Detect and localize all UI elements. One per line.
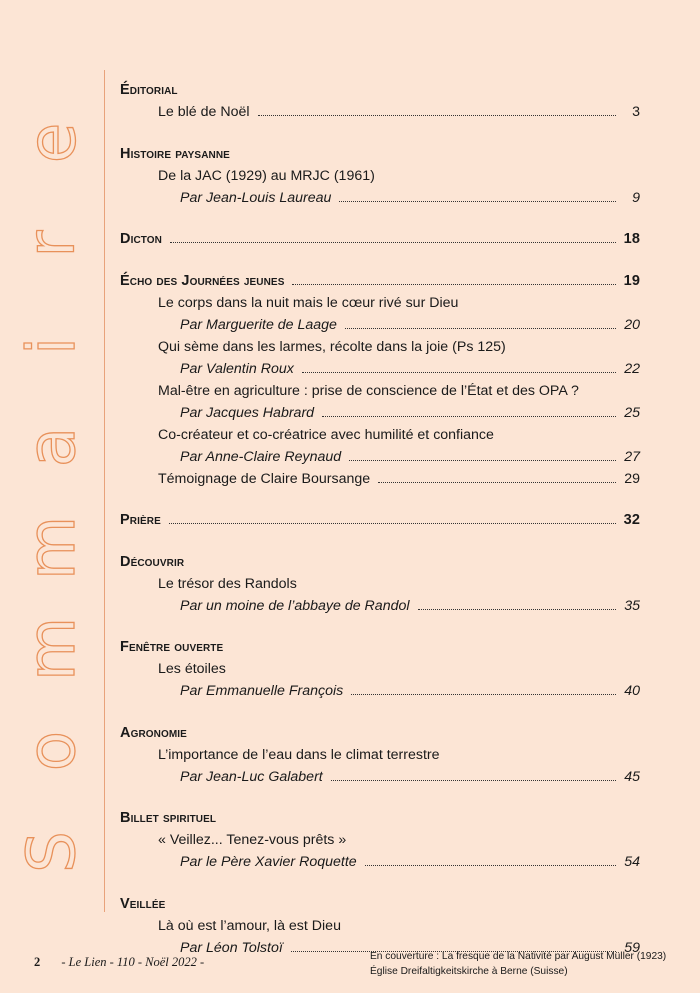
page-ref: 22 <box>624 360 640 377</box>
table-of-contents <box>120 79 640 978</box>
toc-author-row[interactable] <box>120 358 640 380</box>
toc-entry-row[interactable] <box>120 380 640 402</box>
toc-section <box>120 551 640 617</box>
section-heading-title: Dicton <box>120 231 162 247</box>
toc-entry-title: Mal-être en agriculture : prise de conscience de l’État et des OPA ? <box>158 382 579 399</box>
toc-section <box>120 722 640 788</box>
toc-entry-title: Témoignage de Claire Boursange <box>158 470 371 487</box>
toc-entry-row[interactable] <box>120 424 640 446</box>
page-ref: 19 <box>623 272 640 289</box>
page-ref: 40 <box>624 683 640 699</box>
page-ref: 3 <box>632 104 640 120</box>
dot-leader <box>418 609 616 610</box>
toc-entry-row[interactable] <box>120 573 640 595</box>
toc-entry-row[interactable] <box>120 915 640 937</box>
section-heading-row[interactable] <box>120 509 640 531</box>
toc-entry-title: Le corps dans la nuit mais le cœur rivé sur Dieu <box>158 294 459 311</box>
toc-author-row[interactable] <box>120 680 640 702</box>
toc-entry-title: Co-créateur et co-créatrice avec humilité et confiance <box>158 426 494 443</box>
section-heading-title: Découvrir <box>120 553 185 570</box>
toc-entry-title: Là où est l’amour, là est Dieu <box>158 917 341 934</box>
section-heading-title: Histoire paysanne <box>120 145 230 162</box>
toc-author-row[interactable] <box>120 314 640 336</box>
toc-entry-title: De la JAC (1929) au MRJC (1961) <box>158 167 375 184</box>
side-title-letter: o <box>12 730 90 771</box>
toc-author-title: Par Valentin Roux <box>180 360 294 377</box>
page-ref: 35 <box>624 597 640 614</box>
section-heading-row[interactable] <box>120 79 640 101</box>
dot-leader <box>322 416 616 417</box>
toc-author-row[interactable] <box>120 851 640 873</box>
page-number: 2 <box>34 955 41 969</box>
toc-section <box>120 228 640 250</box>
cover-credit <box>370 949 666 979</box>
toc-entry-title: « Veillez... Tenez-vous prêts » <box>158 832 347 848</box>
toc-author-title: Par Jean-Louis Laureau <box>180 189 332 206</box>
page-ref: 20 <box>624 316 640 333</box>
toc-author-title: Par Emmanuelle François <box>180 683 344 699</box>
toc-section <box>120 79 640 123</box>
toc-section <box>120 636 640 702</box>
section-heading-row[interactable] <box>120 228 640 250</box>
toc-section <box>120 270 640 490</box>
section-heading-row[interactable] <box>120 807 640 829</box>
toc-entry-row[interactable] <box>120 292 640 314</box>
page-ref: 45 <box>624 768 640 785</box>
page-ref: 18 <box>623 231 640 247</box>
toc-author-row[interactable] <box>120 595 640 617</box>
side-title-letter: S <box>13 831 90 873</box>
toc-section <box>120 143 640 209</box>
section-heading-row[interactable] <box>120 270 640 292</box>
toc-section <box>120 807 640 873</box>
cover-credit-line-2: Église Dreifaltigkeitskirche à Berne (Suisse) <box>370 966 568 977</box>
section-heading-row[interactable] <box>120 722 640 744</box>
publication-line: - Le Lien - 110 - Noël 2022 - <box>61 955 205 969</box>
toc-author-title: Par le Père Xavier Roquette <box>180 854 357 870</box>
dot-leader <box>331 780 616 781</box>
toc-entry-row[interactable] <box>120 744 640 766</box>
toc-entry-title: Le blé de Noël <box>158 104 250 120</box>
vertical-divider <box>104 70 105 912</box>
toc-author-title: Par Jacques Habrard <box>180 404 315 421</box>
section-heading-row[interactable] <box>120 551 640 573</box>
dot-leader <box>365 865 616 866</box>
toc-entry-row[interactable] <box>120 101 640 123</box>
dot-leader <box>258 115 617 116</box>
dot-leader <box>349 460 616 461</box>
side-title-letter: e <box>12 122 90 164</box>
section-heading-title: Prière <box>120 512 161 528</box>
page-ref: 59 <box>624 939 640 956</box>
section-heading-title: Éditorial <box>120 82 178 98</box>
section-heading-title: Fenêtre ouverte <box>120 639 224 655</box>
section-heading-title: Écho des Journées jeunes <box>120 272 285 289</box>
page-ref: 32 <box>623 512 640 528</box>
page-ref: 9 <box>632 189 640 206</box>
toc-entry-row[interactable] <box>120 468 640 490</box>
toc-entry-row[interactable] <box>120 829 640 851</box>
toc-entry-title: L’importance de l’eau dans le climat terrestre <box>158 746 440 763</box>
toc-author-title: Par Jean-Luc Galabert <box>180 768 323 785</box>
dot-leader <box>170 242 616 243</box>
toc-author-title: Par Anne-Claire Reynaud <box>180 448 342 465</box>
page-ref: 25 <box>624 404 640 421</box>
dot-leader <box>345 328 616 329</box>
dot-leader <box>302 372 616 373</box>
page-ref: 27 <box>624 448 640 465</box>
section-heading-row[interactable] <box>120 893 640 915</box>
dot-leader <box>292 284 616 285</box>
cover-credit-line-1: En couverture : La fresque de la Nativité par August Müller (1923) <box>370 951 667 962</box>
toc-author-title: Par Marguerite de Laage <box>180 316 337 333</box>
toc-entry-row[interactable] <box>120 336 640 358</box>
side-title-letter: m <box>13 617 91 682</box>
page-ref: 29 <box>624 470 640 487</box>
dot-leader <box>339 201 616 202</box>
side-title-letter: m <box>13 515 91 581</box>
section-heading-row[interactable] <box>120 636 640 658</box>
dot-leader <box>351 694 616 695</box>
side-title-letter: i <box>13 336 90 355</box>
section-heading-title: Billet spirituel <box>120 810 217 826</box>
footer-publication <box>34 955 204 970</box>
toc-author-row[interactable] <box>120 766 640 788</box>
toc-entry-title: Le trésor des Randols <box>158 575 297 592</box>
toc-author-row[interactable] <box>120 446 640 468</box>
toc-section <box>120 509 640 531</box>
dot-leader <box>378 482 616 483</box>
side-title-letter: r <box>12 230 90 258</box>
toc-entry-row[interactable] <box>120 165 640 187</box>
sommaire-vertical-title <box>12 110 91 885</box>
toc-author-title: Par Léon Tolstoï <box>180 939 283 956</box>
section-heading-row[interactable] <box>120 143 640 165</box>
toc-entry-title: Les étoiles <box>158 661 226 677</box>
toc-entry-title: Qui sème dans les larmes, récolte dans la joie (Ps 125) <box>158 338 506 355</box>
side-title-letter: a <box>12 426 90 468</box>
toc-entry-row[interactable] <box>120 658 640 680</box>
toc-author-row[interactable] <box>120 402 640 424</box>
dot-leader <box>169 523 616 524</box>
toc-author-title: Par un moine de l’abbaye de Randol <box>180 597 410 614</box>
section-heading-title: Agronomie <box>120 724 187 741</box>
section-heading-title: Veillée <box>120 895 166 912</box>
page-ref: 54 <box>624 854 640 870</box>
toc-author-row[interactable] <box>120 187 640 209</box>
